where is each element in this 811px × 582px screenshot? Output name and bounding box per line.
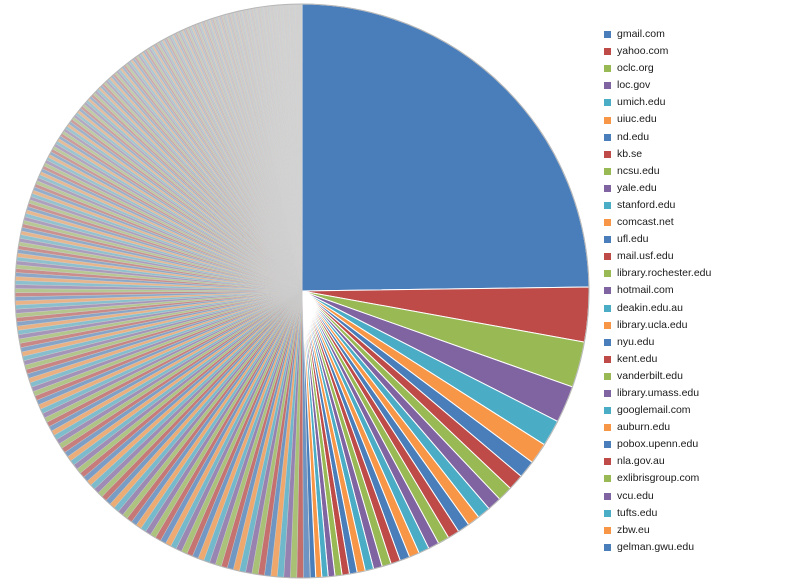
legend-swatch [604,168,611,175]
legend-item [604,77,804,94]
legend-swatch [604,441,611,448]
legend-label: yale.edu [617,181,657,194]
legend-label: umich.edu [617,96,666,109]
legend-item [604,334,804,351]
legend-item [604,43,804,60]
legend-label: yahoo.com [617,45,669,58]
legend-label: oclc.org [617,62,654,75]
legend-swatch [604,82,611,89]
legend-item [604,197,804,214]
legend-item [604,505,804,522]
legend-label: kb.se [617,147,643,160]
legend-item [604,282,804,299]
legend-label: nla.gov.au [617,455,665,468]
legend-label: vcu.edu [617,489,654,502]
legend-swatch [604,322,611,329]
legend-item [604,265,804,282]
legend-label: library.umass.edu [617,386,700,399]
chart-legend [604,26,804,566]
legend-label: library.ucla.edu [617,318,688,331]
legend-swatch [604,407,611,414]
legend-item [604,436,804,453]
legend-swatch [604,390,611,397]
legend-label: pobox.upenn.edu [617,438,699,451]
legend-item [604,231,804,248]
legend-item [604,60,804,77]
legend-swatch [604,202,611,209]
legend-item [604,488,804,505]
legend-swatch [604,270,611,277]
legend-item [604,300,804,317]
legend-swatch [604,475,611,482]
legend-swatch [604,185,611,192]
legend-item [604,470,804,487]
legend-item [604,248,804,265]
legend-label: deakin.edu.au [617,301,683,314]
legend-label: ufl.edu [617,233,649,246]
legend-label: gmail.com [617,28,665,40]
legend-label: stanford.edu [617,198,676,211]
legend-swatch [604,373,611,380]
legend-label: comcast.net [617,216,674,229]
legend-item [604,317,804,334]
legend-item [604,129,804,146]
legend-swatch [604,544,611,551]
legend-swatch [604,236,611,243]
legend-label: loc.gov [617,79,651,92]
legend-swatch [604,510,611,517]
legend-swatch [604,527,611,534]
legend-label: googlemail.com [617,404,691,417]
legend-label: exlibrisgroup.com [617,472,700,485]
legend-label: kent.edu [617,352,658,365]
legend-swatch [604,219,611,226]
legend-swatch [604,287,611,294]
legend-item [604,111,804,128]
legend-label: nd.edu [617,130,650,143]
legend-label: gelman.gwu.edu [617,540,695,553]
legend-label: tufts.edu [617,506,658,519]
legend-label: mail.usf.edu [617,250,674,263]
legend-item [604,163,804,180]
legend-swatch [604,424,611,431]
legend-swatch [604,65,611,72]
legend-item [604,402,804,419]
legend-swatch [604,99,611,106]
legend-label: nyu.edu [617,335,655,348]
legend-swatch [604,339,611,346]
legend-item [604,351,804,368]
legend-label: vanderbilt.edu [617,369,683,382]
legend-item [604,385,804,402]
legend-label: hotmail.com [617,284,674,297]
legend-swatch [604,493,611,500]
legend-item [604,94,804,111]
legend-item [604,26,804,43]
pie-slice [302,4,589,291]
legend-item [604,180,804,197]
legend-swatch [604,305,611,312]
legend-item [604,368,804,385]
legend-label: zbw.eu [617,523,650,536]
legend-item [604,453,804,470]
legend-item [604,522,804,539]
legend-swatch [604,151,611,158]
legend-item [604,539,804,556]
legend-swatch [604,31,611,38]
legend-swatch [604,134,611,141]
legend-swatch [604,458,611,465]
legend-swatch [604,253,611,260]
legend-label: library.rochester.edu [617,267,712,280]
legend-item [604,214,804,231]
legend-item [604,419,804,436]
legend-label: uiuc.edu [617,113,657,126]
pie-chart-svg [8,2,596,580]
pie-chart-area [8,2,596,580]
legend-label: ncsu.edu [617,164,660,177]
legend-swatch [604,117,611,124]
legend-swatch [604,356,611,363]
legend-label: auburn.edu [617,421,671,434]
legend-item [604,146,804,163]
legend-swatch [604,48,611,55]
